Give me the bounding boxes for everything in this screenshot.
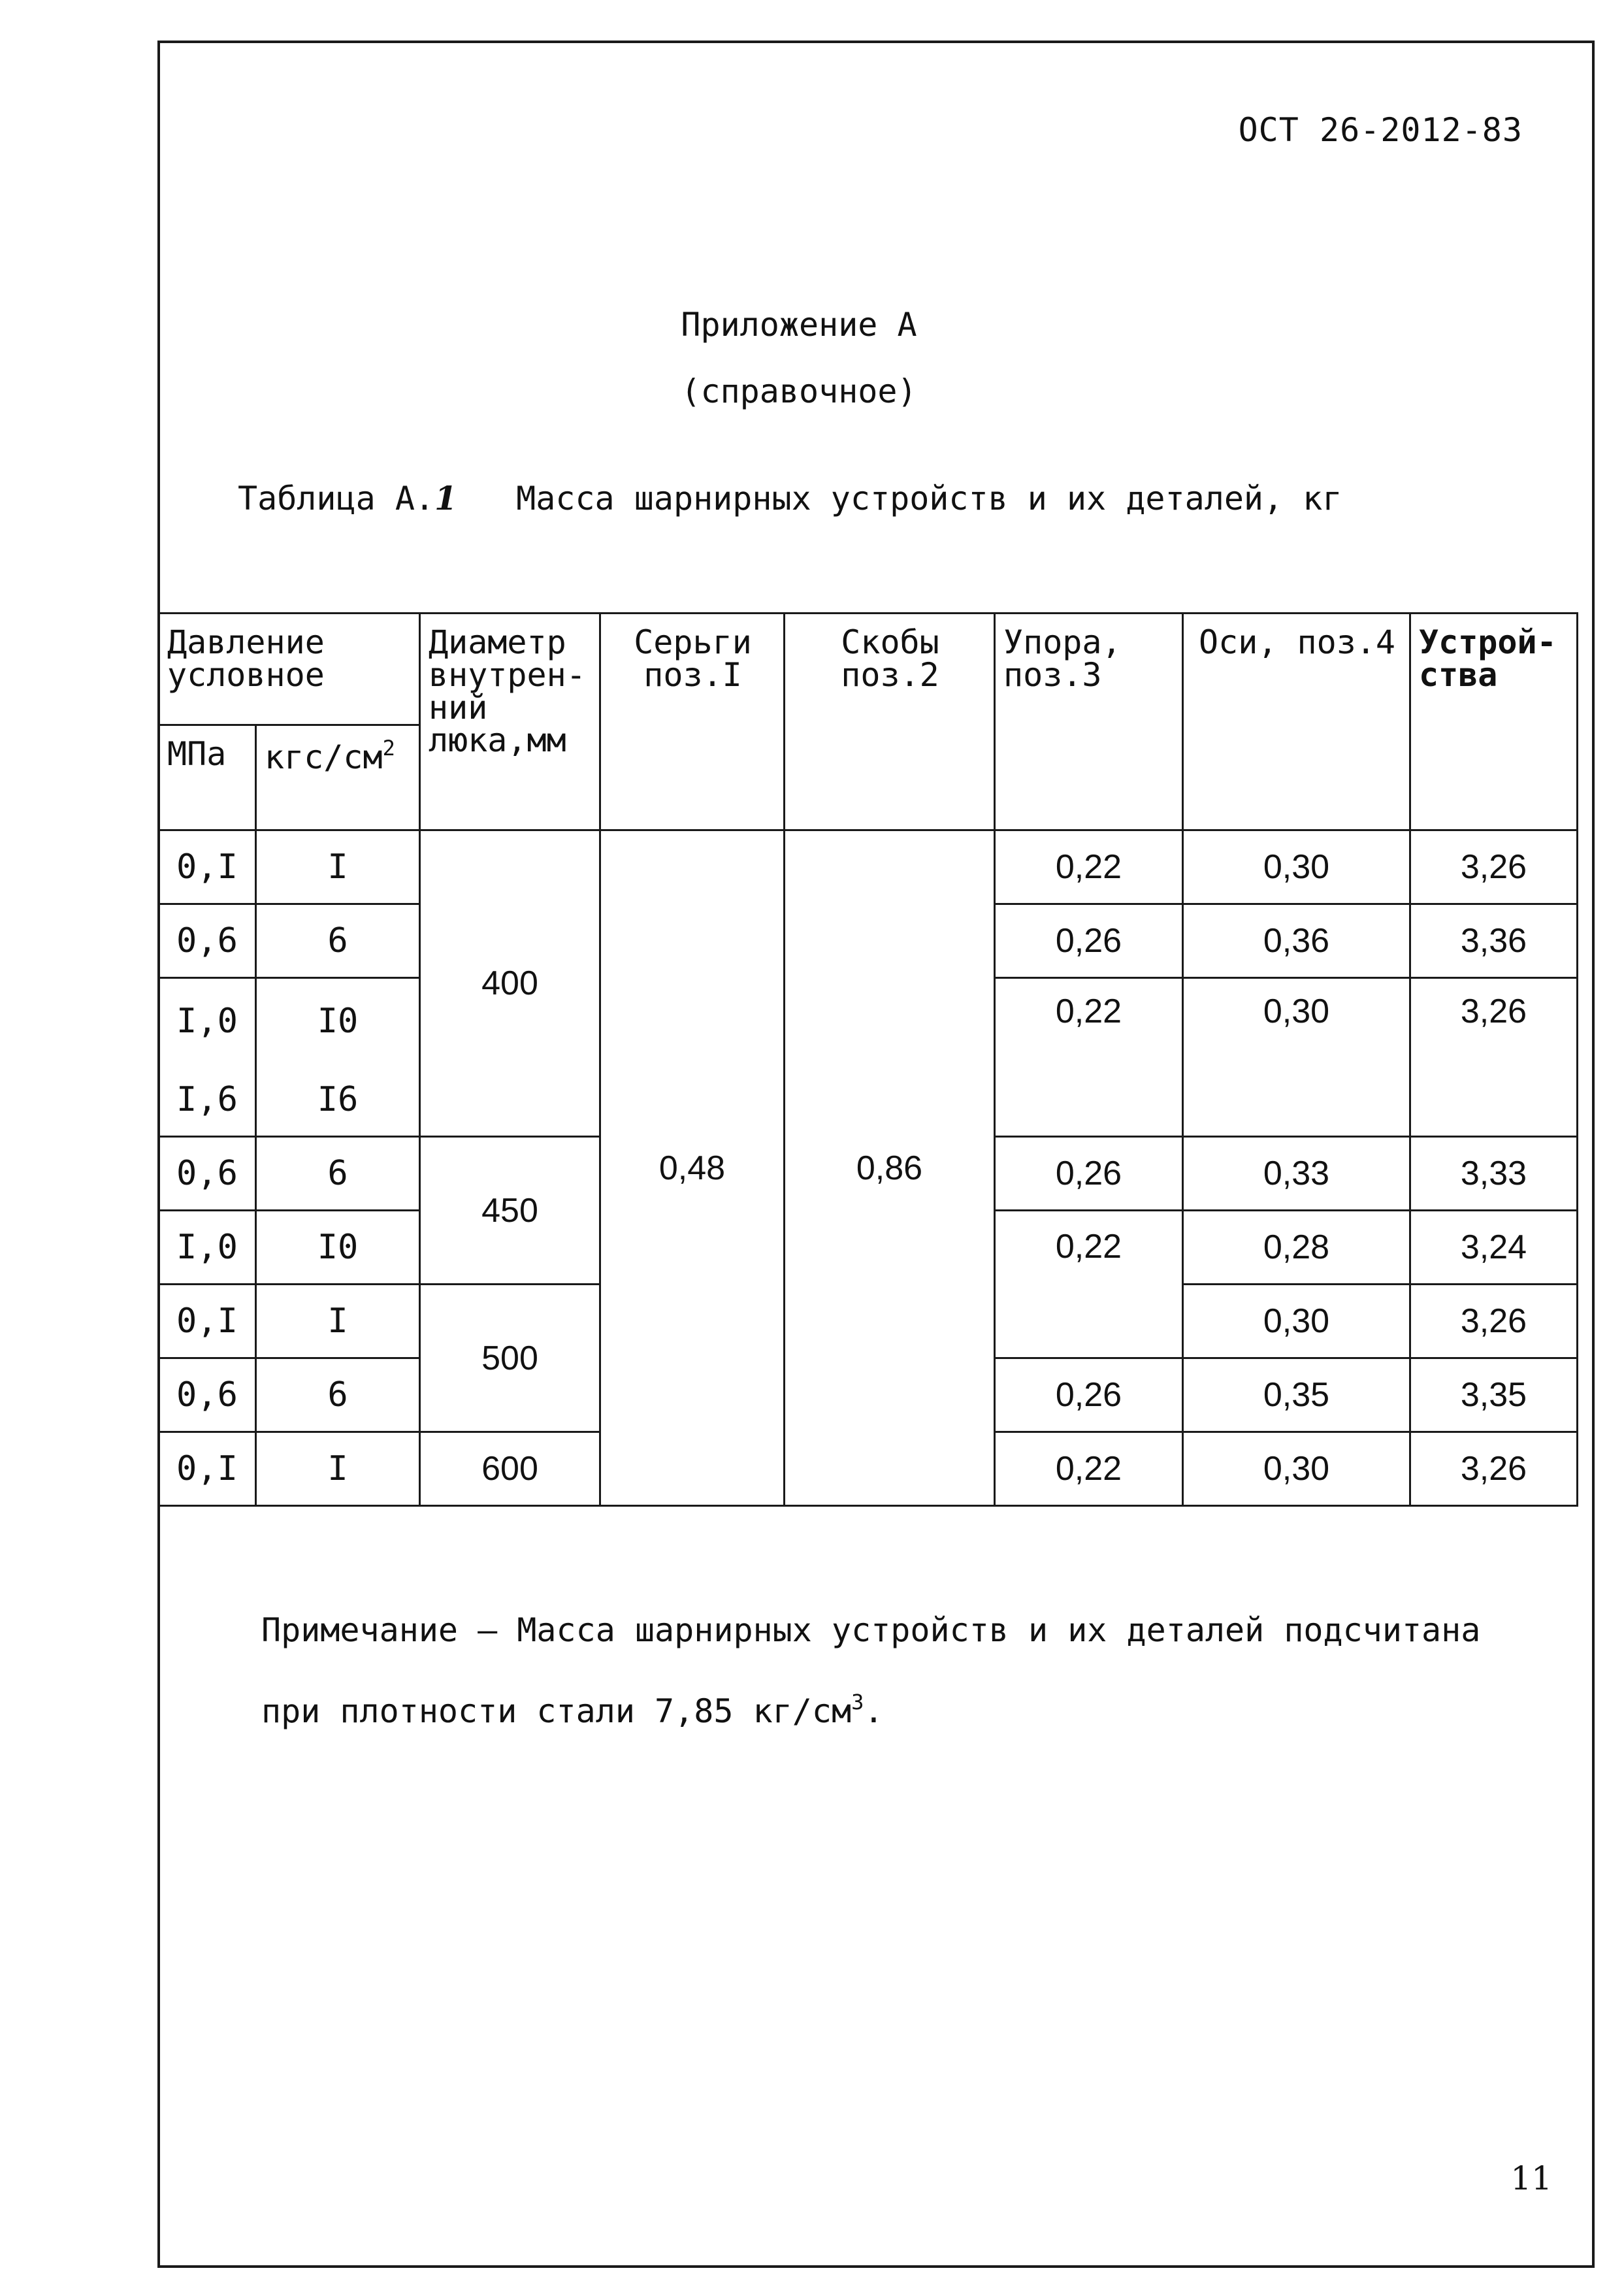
cell-axis: 0,30 <box>1183 1285 1410 1358</box>
note-end: . <box>864 1692 884 1730</box>
cell-diameter-400: 400 <box>420 830 600 1137</box>
cell-mpa: I,0 <box>159 978 256 1064</box>
cell-kgf: I0 <box>256 978 420 1064</box>
cell-axis: 0,28 <box>1183 1211 1410 1285</box>
header-pressure: Давление условное <box>159 614 420 725</box>
cell-stop: 0,22 <box>995 830 1183 904</box>
cell-axis: 0,30 <box>1183 1432 1410 1506</box>
cell-device: 3,35 <box>1410 1358 1578 1432</box>
page-number: 11 <box>1510 2159 1552 2197</box>
header-kgf <box>256 725 420 830</box>
cell-kgf: I6 <box>256 1064 420 1137</box>
appendix-title: Приложение А <box>681 306 917 344</box>
cell-device: 3,33 <box>1410 1137 1578 1211</box>
cell-earrings: 0,48 <box>600 830 785 1506</box>
cell-mpa: 0,6 <box>159 1358 256 1432</box>
cell-kgf: 6 <box>256 904 420 978</box>
cell-device-empty <box>1410 1064 1578 1137</box>
cell-device: 3,26 <box>1410 1432 1578 1506</box>
cell-stop: 0,22 <box>995 1211 1183 1358</box>
cell-device: 3,24 <box>1410 1211 1578 1285</box>
cell-stop: 0,22 <box>995 978 1183 1064</box>
cell-mpa: I,6 <box>159 1064 256 1137</box>
header-mpa: МПа <box>159 725 256 830</box>
cell-device: 3,26 <box>1410 830 1578 904</box>
header-diameter: Диаметр внутрен-ний люка,мм <box>420 614 600 830</box>
cell-diameter-450: 450 <box>420 1137 600 1285</box>
cell-diameter-600: 600 <box>420 1432 600 1506</box>
cell-mpa: 0,6 <box>159 1137 256 1211</box>
cell-stop-empty <box>995 1064 1183 1137</box>
cell-device: 3,36 <box>1410 904 1578 978</box>
note-text: Примечание – Масса шарнирных устройств и их деталей подсчитана при плотности стали 7,85 кг/см <box>261 1611 1481 1730</box>
cell-kgf: 6 <box>256 1137 420 1211</box>
table-caption-number: 1 <box>434 479 457 517</box>
cell-mpa: 0,I <box>159 1285 256 1358</box>
table-row <box>159 830 1578 904</box>
header-brackets: Скобы поз.2 <box>785 614 995 830</box>
table-caption <box>238 479 1342 517</box>
cell-stop: 0,26 <box>995 904 1183 978</box>
cell-axis-empty <box>1183 1064 1410 1137</box>
cell-kgf: 6 <box>256 1358 420 1432</box>
appendix-subtitle: (справочное) <box>681 372 917 410</box>
cell-mpa: I,0 <box>159 1211 256 1285</box>
cell-axis: 0,30 <box>1183 978 1410 1064</box>
cell-kgf: I <box>256 830 420 904</box>
cell-axis: 0,33 <box>1183 1137 1410 1211</box>
table-caption-text: Масса шарнирных устройств и их деталей, кг <box>516 480 1342 517</box>
header-devices: Устрой-ства <box>1410 614 1578 830</box>
table-caption-label: Таблица А. <box>238 480 435 517</box>
cell-kgf: I <box>256 1432 420 1506</box>
mass-table <box>157 612 1578 1507</box>
cell-brackets: 0,86 <box>785 830 995 1506</box>
cell-axis: 0,35 <box>1183 1358 1410 1432</box>
cell-mpa: 0,I <box>159 1432 256 1506</box>
cell-stop: 0,22 <box>995 1432 1183 1506</box>
table-note <box>261 1594 1535 1747</box>
cell-device: 3,26 <box>1410 1285 1578 1358</box>
cell-kgf: I <box>256 1285 420 1358</box>
cell-stop: 0,26 <box>995 1358 1183 1432</box>
header-kgf-unit: кгс/см <box>265 738 383 776</box>
document-code: ОСТ 26-2012-83 <box>1238 111 1523 149</box>
header-axes: Оси, поз.4 <box>1183 614 1410 830</box>
cell-axis: 0,30 <box>1183 830 1410 904</box>
note-sup: 3 <box>851 1690 864 1714</box>
header-stops: Упора, поз.3 <box>995 614 1183 830</box>
cell-device: 3,26 <box>1410 978 1578 1064</box>
cell-kgf: I0 <box>256 1211 420 1285</box>
cell-mpa: 0,6 <box>159 904 256 978</box>
table-header-row-1 <box>159 614 1578 725</box>
header-kgf-sup: 2 <box>382 736 395 761</box>
header-earrings: Серьги поз.I <box>600 614 785 830</box>
cell-stop: 0,26 <box>995 1137 1183 1211</box>
cell-axis: 0,36 <box>1183 904 1410 978</box>
cell-diameter-500: 500 <box>420 1285 600 1432</box>
cell-mpa: 0,I <box>159 830 256 904</box>
